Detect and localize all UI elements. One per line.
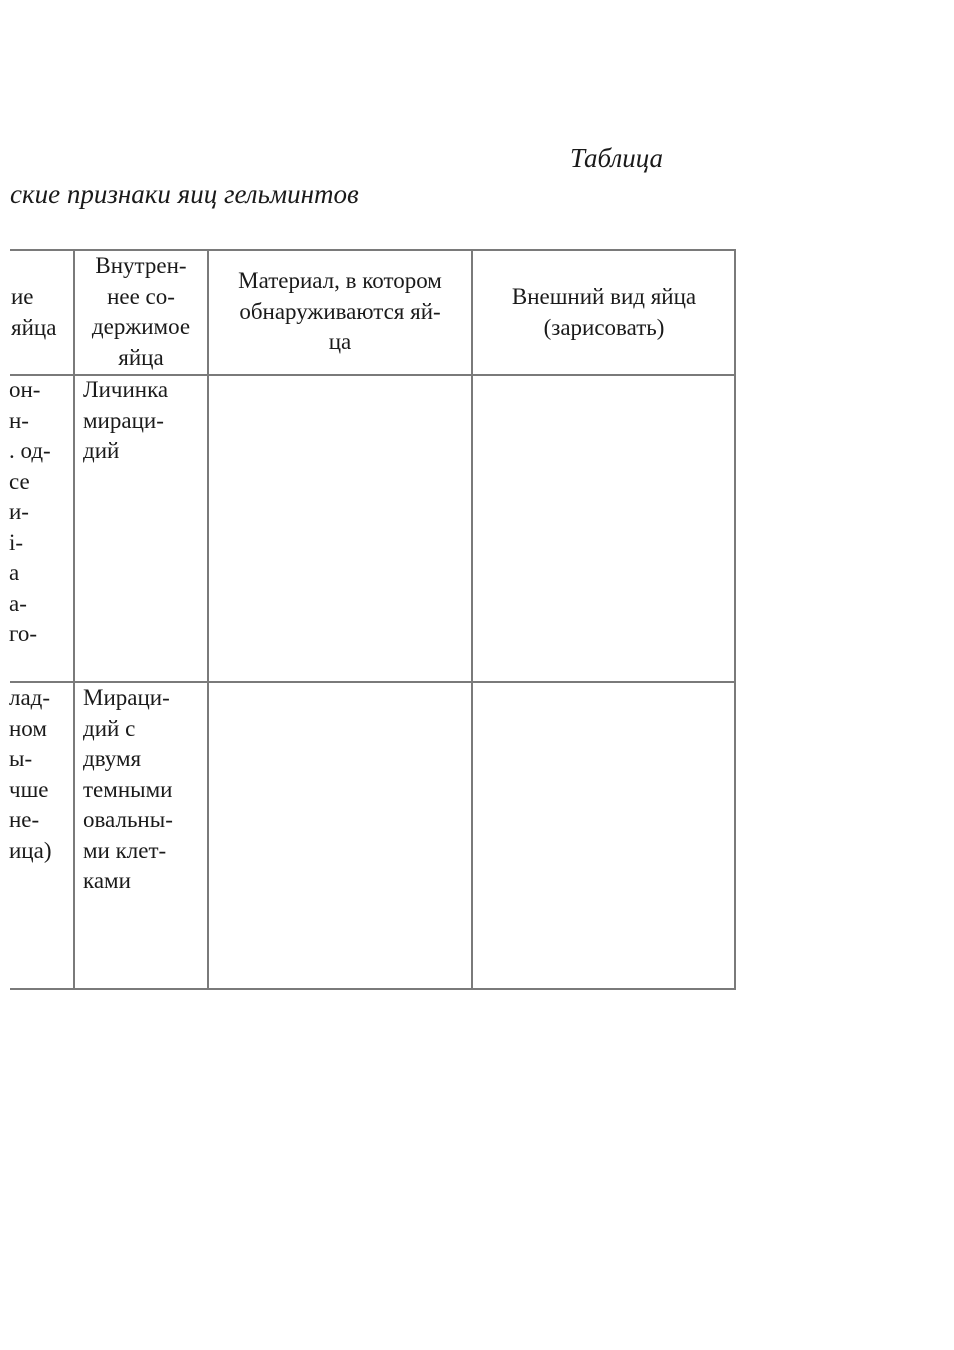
row1-col2: Личинка мираци- дий bbox=[83, 377, 169, 463]
col-divider-3 bbox=[471, 249, 473, 990]
col-divider-1 bbox=[73, 249, 75, 990]
col-divider-2 bbox=[207, 249, 209, 990]
row2-col2: Мираци- дий с двумя темными овальны- ми клет- ками bbox=[83, 685, 173, 893]
table-right-border bbox=[734, 249, 736, 990]
header-col1: ие яйца bbox=[11, 284, 57, 340]
row1-col1: он- н- . од- се и- і- а а- го- bbox=[9, 377, 51, 646]
table-bottom-border bbox=[10, 988, 735, 990]
row2-col1: лад- ном ы- чше не- ица) bbox=[9, 685, 52, 863]
header-col2: Внутрен- нее со- держимое яйца bbox=[91, 253, 191, 370]
table-title: ские признаки яиц гельминтов bbox=[10, 179, 359, 209]
header-col3: Материал, в котором обнаруживаются яй- ца bbox=[238, 268, 442, 354]
header-col4: Внешний вид яйца (зарисовать) bbox=[511, 284, 697, 340]
table-label: Таблица bbox=[570, 143, 664, 173]
